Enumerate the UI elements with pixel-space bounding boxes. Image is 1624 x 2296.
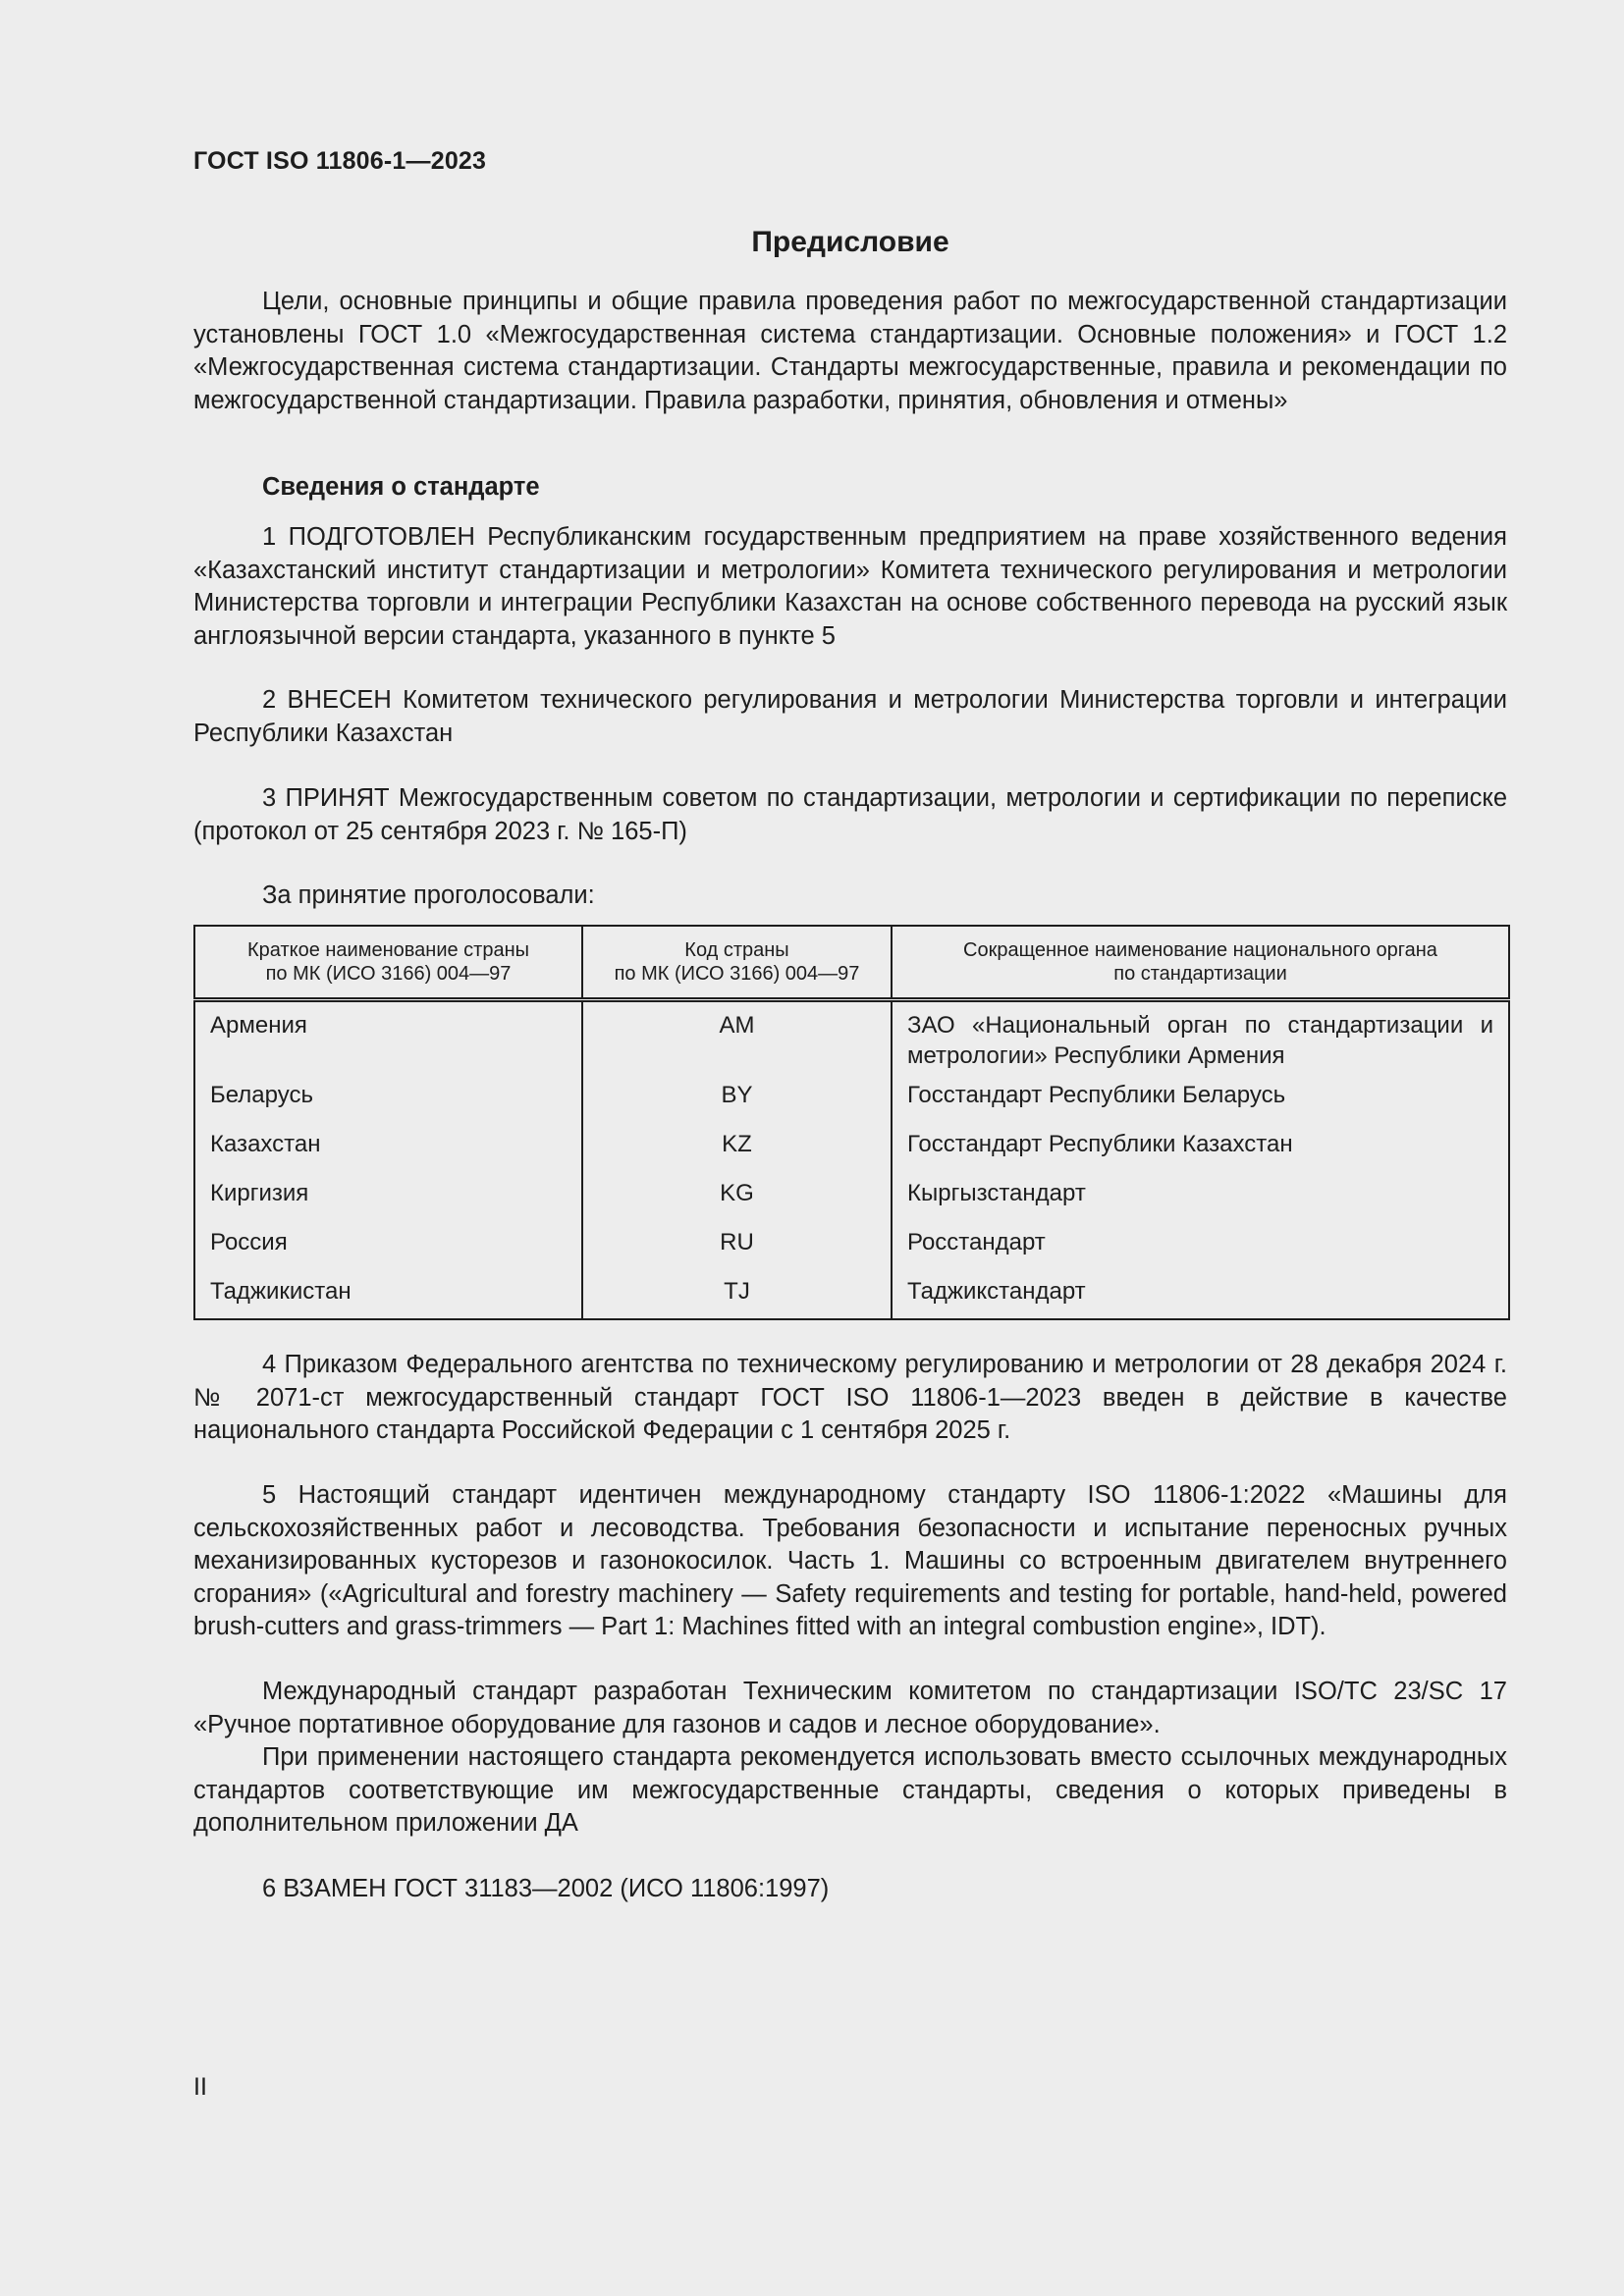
code-cell: KG: [582, 1178, 892, 1227]
code-cell: TJ: [582, 1276, 892, 1319]
national-body-cell: Кыргызстандарт: [892, 1178, 1509, 1227]
country-name-column-header: [194, 926, 582, 1000]
national-body-cell: Росстандарт: [892, 1227, 1509, 1276]
national-body-cell: ЗАО «Национальный орган по стандартизации и метрологии» Республики Армения: [892, 1000, 1509, 1081]
national-body-cell: Таджикстандарт: [892, 1276, 1509, 1319]
item-1-prepared: 1 ПОДГОТОВЛЕН Республиканским государственным предприятием на праве хозяйственного ведения «Казахстанский институт стандартизации и метрологии» Комитета технического регулирования и метрологии Министерства торговли и интеграции Республики Казахстан на основе собственного перевода на русский язык англоязычной версии стандарта, указанного в пункте 5: [193, 523, 1507, 650]
item-6-replaces: 6 ВЗАМЕН ГОСТ 31183—2002 (ИСО 11806:1997): [262, 1875, 830, 1902]
table-row: [194, 1227, 1509, 1276]
voting-states-table: [193, 925, 1510, 1320]
item-5-identical: 5 Настоящий стандарт идентичен международному стандарту ISO 11806-1:2022 «Машины для сельскохозяйственных работ и лесоводства. Требования безопасности и испытание переносных ручных механизированных кусторезов и газонокосилок. Часть 1. Машины со встроенным двигателем внутреннего сгорания» («Agricultural and forestry machinery — Safety requirements and testing for portable, hand-held, powered brush-cutters and grass-trimmers — Part 1: Machines fitted with an integral combustion engine», IDT).: [193, 1481, 1507, 1640]
foreword-intro-paragraph: Цели, основные принципы и общие правила проведения работ по межгосударственной стандартизации установлены ГОСТ 1.0 «Межгосударственная система стандартизации. Основные положения» и ГОСТ 1.2 «Межгосударственная система стандартизации. Стандарты межгосударственные, правила и рекомендации по межгосударственной стандартизации. Правила разработки, принятия, обновления и отмены»: [193, 288, 1507, 414]
table-row: [194, 1276, 1509, 1319]
country-cell: Казахстан: [194, 1129, 582, 1178]
country-cell: Киргизия: [194, 1178, 582, 1227]
header-text: Код страны по МК (ИСО 3166) 004—97: [614, 939, 860, 985]
code-cell: RU: [582, 1227, 892, 1276]
item-5-application: При применении настоящего стандарта рекомендуется использовать вместо ссылочных международных стандартов соответствующие им межгосударственные стандарты, сведения о которых приведены в дополнительном приложении ДА: [193, 1743, 1507, 1837]
country-cell: Армения: [194, 1000, 582, 1081]
code-cell: KZ: [582, 1129, 892, 1178]
table-row: [194, 1000, 1509, 1081]
table-row: [194, 1080, 1509, 1129]
table-header-row: [194, 926, 1509, 1000]
country-cell: Беларусь: [194, 1080, 582, 1129]
national-body-cell: Госстандарт Республики Беларусь: [892, 1080, 1509, 1129]
item-4-enacted: 4 Приказом Федерального агентства по техническому регулированию и метрологии от 28 декабря 2024 г. № 2071-ст межгосударственный стандарт ГОСТ ISO 11806-1—2023 введен в действие в качестве национального стандарта Российской Федерации с 1 сентября 2025 г.: [193, 1351, 1507, 1444]
item-5-committee: Международный стандарт разработан Техническим комитетом по стандартизации ISO/TC 23/SC 17 «Ручное портативное оборудование для газонов и садов и лесное оборудование».: [193, 1678, 1507, 1738]
national-body-cell: Госстандарт Республики Казахстан: [892, 1129, 1509, 1178]
country-cell: Таджикистан: [194, 1276, 582, 1319]
standard-info-heading: Сведения о стандарте: [262, 473, 540, 501]
header-text: Краткое наименование страны по МК (ИСО 3166) 004—97: [246, 939, 530, 985]
item-2-submitted: 2 ВНЕСЕН Комитетом технического регулирования и метрологии Министерства торговли и интеграции Республики Казахстан: [193, 686, 1507, 747]
foreword-title: Предисловие: [751, 226, 949, 258]
table-row: [194, 1178, 1509, 1227]
code-cell: AM: [582, 1000, 892, 1081]
header-text: Сокращенное наименование национального органа по стандартизации: [963, 939, 1437, 985]
document-page: [193, 0, 1507, 2296]
voted-for-label: За принятие проголосовали:: [262, 881, 595, 909]
country-cell: Россия: [194, 1227, 582, 1276]
standard-code-header: ГОСТ ISO 11806-1—2023: [193, 147, 487, 175]
table-row: [194, 1129, 1509, 1178]
code-cell: BY: [582, 1080, 892, 1129]
item-3-adopted: 3 ПРИНЯТ Межгосударственным советом по стандартизации, метрологии и сертификации по переписке (протокол от 25 сентября 2023 г. № 165-П): [193, 784, 1507, 845]
country-code-column-header: [582, 926, 892, 1000]
page-number: II: [193, 2073, 207, 2101]
national-body-column-header: [892, 926, 1509, 1000]
